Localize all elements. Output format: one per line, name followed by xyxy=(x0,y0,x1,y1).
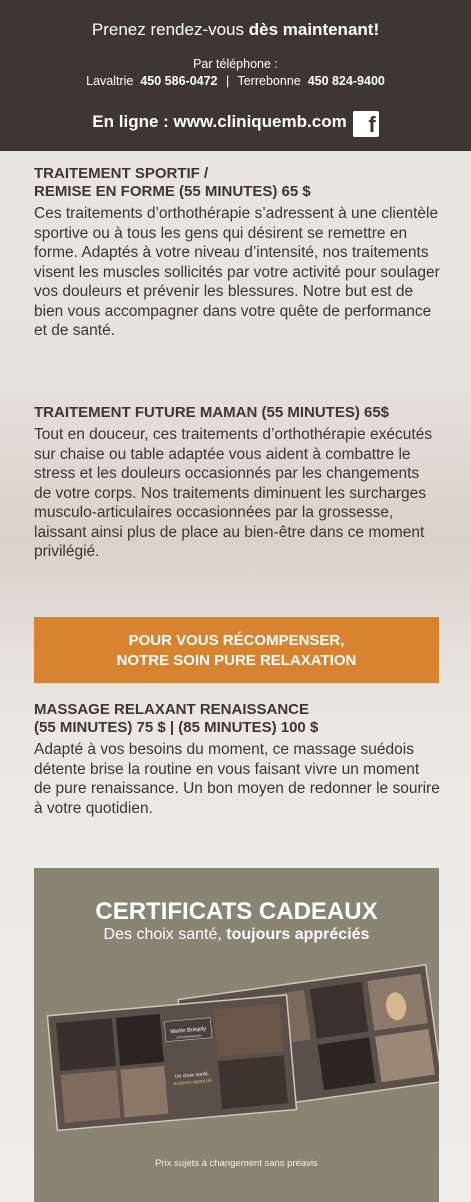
location-terrebonne: Terrebonne xyxy=(237,74,301,88)
section-title: TRAITEMENT FUTURE MAMAN (55 MINUTES) 65$ xyxy=(34,404,390,421)
phone-label: Par téléphone : xyxy=(193,57,278,71)
booking-line xyxy=(0,20,471,40)
section-body: Adapté à vos besoins du moment, ce massage suédois détente brise la routine en vous faisant vivre un moment de pure renaissance. Un bon moyen de redonner le sourire à votre quotidien. xyxy=(34,741,440,817)
gift-subtitle-prefix: Des choix santé, xyxy=(103,926,227,943)
phone-lavaltrie[interactable]: 450 586-0472 xyxy=(140,74,218,88)
facebook-icon[interactable]: f xyxy=(353,111,379,137)
promo-line1: POUR VOUS RÉCOMPENSER, xyxy=(128,632,345,649)
gift-subtitle-bold: toujours appréciés xyxy=(226,926,370,943)
card-tagline-2: toujours apprécié xyxy=(173,1077,213,1088)
gift-certificates-panel xyxy=(34,868,439,1202)
card-tagline-1: Un choix santé, xyxy=(174,1070,210,1080)
card-brand-sub: orthothérapeute xyxy=(176,1033,202,1040)
section-title-line1: MASSAGE RELAXANT RENAISSANCE xyxy=(34,701,310,718)
section-sportif xyxy=(34,165,440,341)
gift-card-front xyxy=(47,995,296,1130)
promo-line2: NOTRE SOIN PURE RELAXATION xyxy=(116,652,357,669)
contact-header xyxy=(0,0,471,151)
section-massage xyxy=(34,701,440,818)
price-disclaimer: Prix sujets à changement sans préavis xyxy=(155,1158,318,1169)
section-body: Ces traitements d’orthothérapie s’adressent à une clientèle sportive ou à tous les gens qui désirent se remettre en forme. Adaptés à votre niveau d’intensité, nos traitements visent les muscles sollicités par votre activité pour soulager vos douleurs et prévenir les blessures. Notre but est de bien vous accompagner dans votre quête de performance et de santé. xyxy=(34,205,440,339)
website-link[interactable]: En ligne : www.cliniquemb.com xyxy=(92,112,347,131)
section-title xyxy=(34,165,440,201)
section-future-maman xyxy=(34,404,440,562)
gift-subtitle xyxy=(34,926,439,944)
booking-prefix: Prenez rendez-vous xyxy=(91,20,249,39)
section-title-line2: REMISE EN FORME (55 MINUTES) 65 $ xyxy=(34,183,311,200)
online-line xyxy=(0,111,471,137)
location-lavaltrie: Lavaltrie xyxy=(86,74,134,88)
section-body: Tout en douceur, ces traitements d’orthothérapie exécutés sur chaise ou table adaptée vous aident à combattre le stress et les douleurs occasionnés par les changements de votre corps. Nos traitements diminuent les surcharges musculo-articulaires occasionnées par la grossesse, laissant ainsi plus de place au bien-être dans ce moment privilégié. xyxy=(34,426,433,560)
card-brand: Martin Boisjoly xyxy=(170,1026,207,1036)
section-title-line2: (55 MINUTES) 75 $ | (85 MINUTES) 100 $ xyxy=(34,719,319,736)
section-title-line1: TRAITEMENT SPORTIF / xyxy=(34,165,209,182)
booking-emphasis: dès maintenant! xyxy=(248,20,380,39)
promo-banner xyxy=(34,617,439,683)
phone-separator: | xyxy=(225,74,230,88)
phone-numbers xyxy=(0,74,471,88)
gift-card-illustration xyxy=(34,963,439,1133)
section-title xyxy=(34,701,440,737)
phone-terrebonne[interactable]: 450 824-9400 xyxy=(307,74,385,88)
gift-title: CERTIFICATS CADEAUX xyxy=(95,898,378,925)
